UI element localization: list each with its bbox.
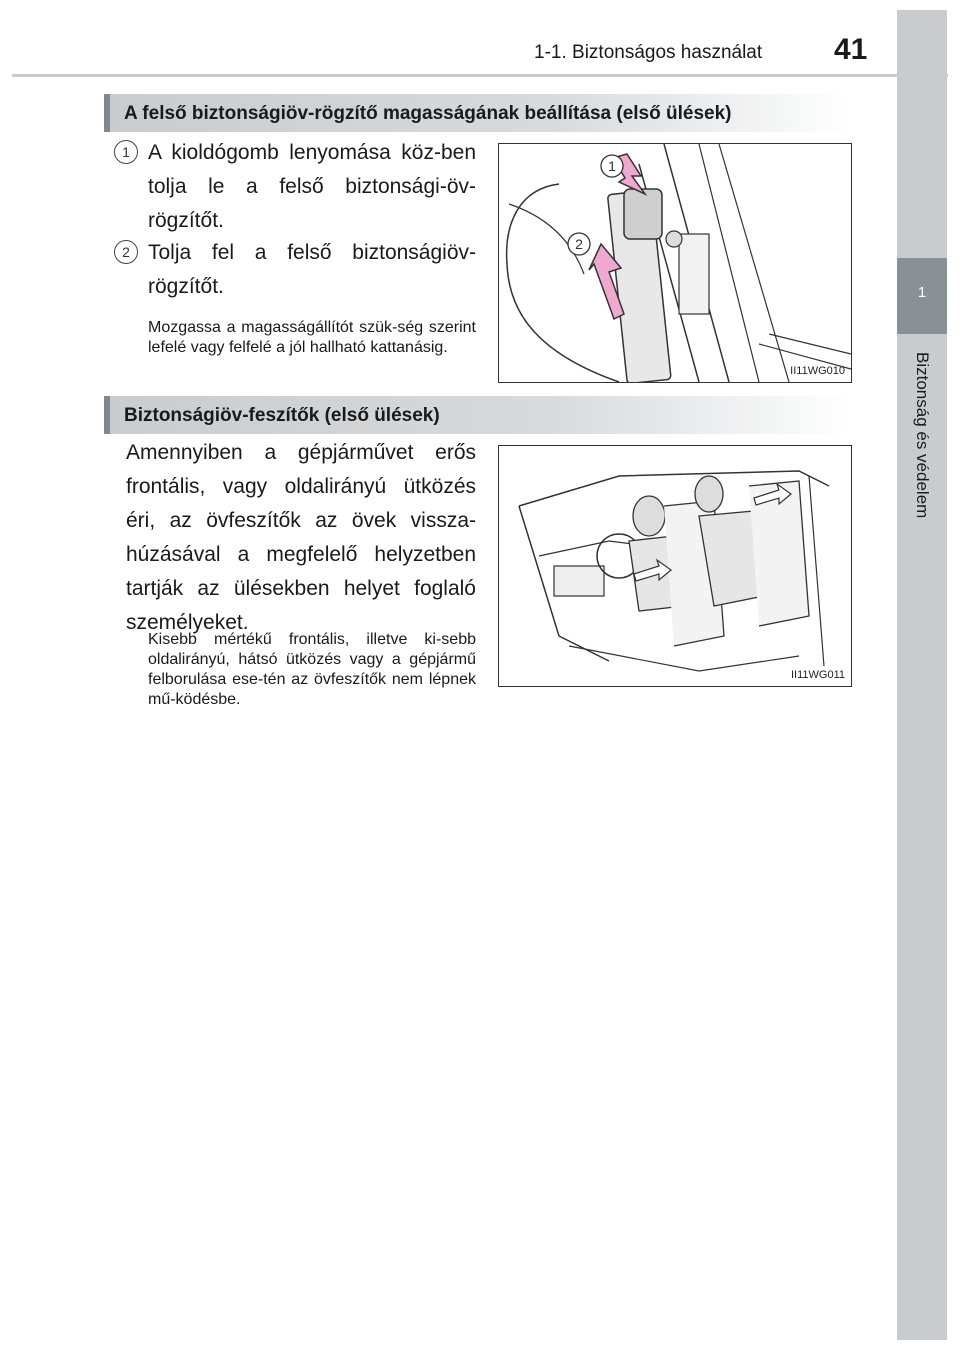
- step-note: Mozgassa a magasságállítót szük-ség szerint lefelé vagy felfelé a jól hallható kattanásig.: [148, 319, 476, 356]
- step-1-text: A kioldógomb lenyomása köz-ben tolja le a felső biztonsági-öv-rögzítőt.: [148, 141, 476, 232]
- figure-code: II11WG010: [790, 365, 845, 377]
- header-rule: [12, 74, 948, 77]
- section-heading-belt-anchor: [104, 94, 852, 132]
- section-heading-text: A felső biztonságiöv-rögzítő magasságának beállítása (első ülések): [124, 103, 732, 124]
- figure-belt-anchor: [498, 143, 852, 383]
- body-note: Kisebb mértékű frontális, illetve ki-sebb oldalirányú, hátsó ütközés vagy a gépjármű felborulása ese-tén az övfeszítők nem lépnek mű-ködésbe.: [148, 631, 476, 708]
- figure-callout-2: 2: [575, 236, 583, 252]
- body-paragraph: Amennyiben a gépjárművet erős frontális, vagy oldalirányú ütközés éri, az övfeszítők az övek vissza-húzásával a megfelelő helyzetben tartják az ülésekben helyet foglaló személyeket.: [126, 441, 476, 634]
- step-number-2: 2: [114, 240, 138, 264]
- side-tab-chapter: [897, 258, 947, 334]
- section-heading-text: Biztonságiöv-feszítők (első ülések): [124, 405, 440, 426]
- step-number-1: 1: [114, 140, 138, 164]
- step-2-text: Tolja fel a felső biztonságiöv-rögzítőt.: [148, 241, 476, 298]
- section-heading-accent: [104, 94, 110, 132]
- belt-anchor-illustration: [499, 144, 851, 382]
- chapter-number: 1: [917, 284, 927, 301]
- chapter-title: Biztonság és védelem: [913, 352, 932, 519]
- figure-code: II11WG011: [790, 669, 845, 681]
- header-title: 1-1. Biztonságos használat: [534, 42, 763, 63]
- figure-pretensioners: [498, 445, 852, 687]
- section-heading-pretensioners: [104, 396, 852, 434]
- side-tab-band: [897, 10, 947, 1340]
- car-interior-illustration: [499, 446, 851, 686]
- figure-callout-1: 1: [608, 158, 616, 174]
- page-number: 41: [834, 33, 868, 66]
- section-heading-accent: [104, 396, 110, 434]
